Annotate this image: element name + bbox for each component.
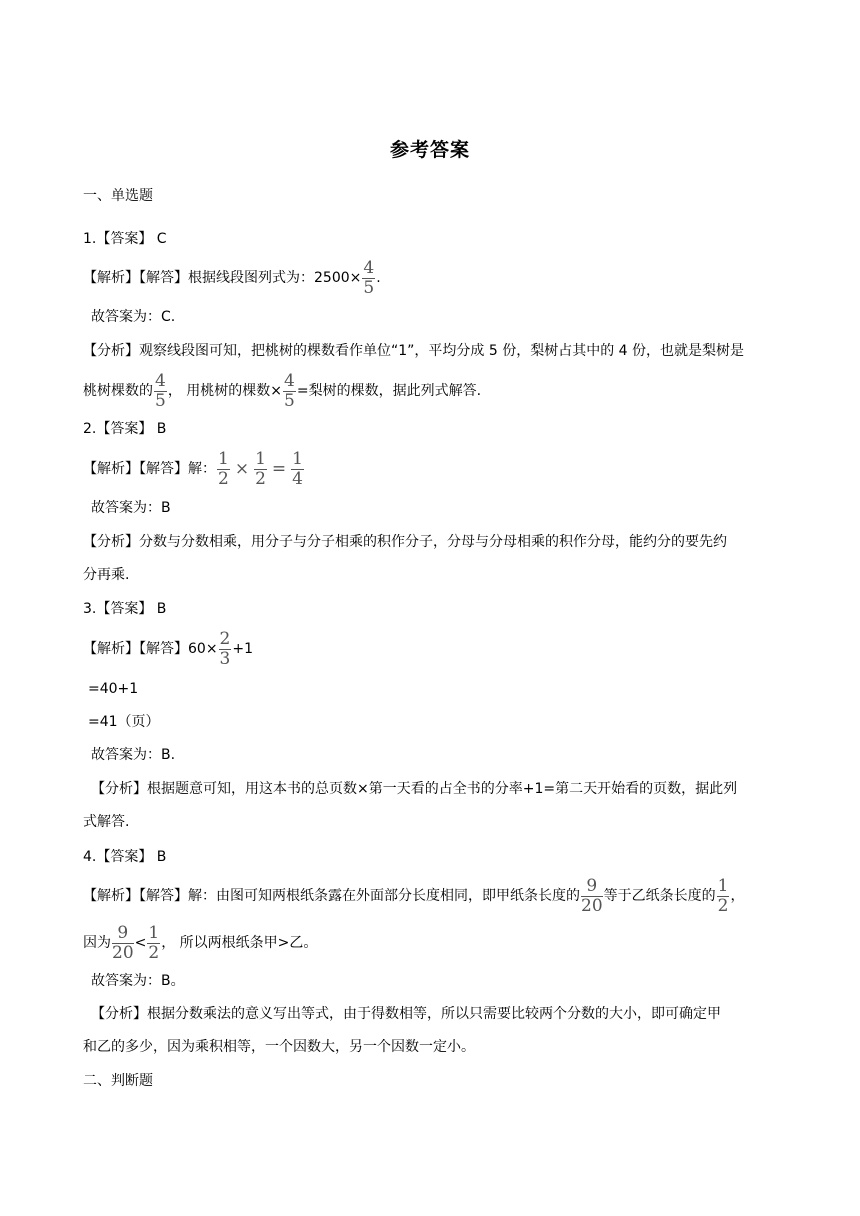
q3-step1: =40+1 — [88, 681, 139, 697]
page-title: 参考答案 — [389, 139, 470, 161]
q4-analysis-suffix: ， — [730, 888, 745, 904]
q4-analysis — [83, 877, 744, 915]
q3-fenxi-line2: 式解答. — [83, 814, 130, 830]
q2-fraction-c: $\frac{1}{4}$ — [292, 448, 303, 489]
section-heading-single-choice: 一、单选题 — [83, 188, 153, 204]
section-heading-true-false: 二、判断题 — [83, 1073, 153, 1089]
q4-fenxi-line2: 和乙的多少，因为乘积相等，一个因数大，另一个因数一定小。 — [83, 1039, 475, 1055]
q2-fenxi-line2: 分再乘. — [83, 567, 130, 583]
q4-analysis-line2 — [83, 924, 317, 962]
q1-answer: 1.【答案】 C — [83, 231, 167, 247]
q4-fraction-b: $\frac{1}{2}$ — [717, 875, 729, 916]
q4-answer: 4.【答案】 B — [83, 849, 167, 865]
q1-fenxi-line2-suffix: =梨树的棵数，据此列式解答. — [296, 383, 482, 399]
q4-fenxi-line1: 【分析】根据分数乘法的意义写出等式，由于得数相等，所以只需要比较两个分数的大小，即可确定甲 — [91, 1006, 721, 1022]
q3-conclusion: 故答案为：B. — [91, 747, 176, 763]
q3-analysis-suffix: +1 — [232, 641, 254, 657]
q4-analysis-mid: 等于乙纸条长度的 — [603, 888, 716, 904]
q3-step2: =41（页） — [88, 714, 160, 730]
q4-fraction-d: $\frac{1}{2}$ — [148, 922, 160, 963]
q1-analysis-suffix: . — [376, 270, 381, 286]
q2-fraction-a: $\frac{1}{2}$ — [218, 448, 229, 489]
q2-analysis — [83, 448, 305, 489]
q4-less-than-sign: < — [134, 935, 147, 951]
q3-fraction-a: $\frac{2}{3}$ — [219, 628, 231, 669]
q2-times-sign: × — [234, 459, 250, 479]
q3-answer: 3.【答案】 B — [83, 601, 167, 617]
q1-analysis-prefix: 【解析】【解答】根据线段图列式为：2500× — [83, 270, 362, 286]
q4-conclusion: 故答案为：B。 — [91, 973, 185, 989]
q2-conclusion: 故答案为：B — [91, 500, 171, 516]
q2-fraction-b: $\frac{1}{2}$ — [255, 448, 266, 489]
q4-analysis-prefix: 【解析】【解答】解：由图可知两根纸条露在外面部分长度相同，即甲纸条长度的 — [83, 888, 580, 904]
q2-answer: 2.【答案】 B — [83, 421, 167, 437]
q3-fenxi-line1: 【分析】根据题意可知，用这本书的总页数×第一天看的占全书的分率+1=第二天开始看的页数，据此列 — [91, 781, 738, 797]
q1-conclusion: 故答案为：C. — [91, 309, 176, 325]
q1-analysis — [83, 257, 381, 298]
q2-fenxi-line1: 【分析】分数与分数相乘，用分子与分子相乘的积作分子，分母与分母相乘的积作分母，能约分的要先约 — [83, 534, 727, 550]
q1-fenxi-line2-prefix: 桃树棵数的 — [83, 383, 153, 399]
q1-fenxi-line2 — [83, 370, 482, 411]
q1-fenxi-line1: 【分析】观察线段图可知，把桃树的棵数看作单位“1”，平均分成 5 份，梨树占其中的 4 份，也就是梨树是 — [83, 343, 745, 359]
q1-fraction-b: $\frac{4}{5}$ — [155, 370, 166, 411]
q4-line2-prefix: 因为 — [83, 935, 111, 951]
q4-fraction-a: $\frac{9}{20}$ — [581, 875, 603, 916]
q3-analysis-prefix: 【解析】【解答】60× — [83, 641, 218, 657]
q4-line2-suffix: ， 所以两根纸条甲>乙。 — [161, 935, 318, 951]
q2-equals-sign: = — [271, 459, 287, 479]
q1-fenxi-line2-mid: ， 用桃树的棵数× — [167, 383, 283, 399]
q1-fraction-c: $\frac{4}{5}$ — [284, 370, 295, 411]
q4-fraction-c: $\frac{9}{20}$ — [112, 922, 134, 963]
q1-fraction-a: $\frac{4}{5}$ — [363, 257, 375, 298]
q3-analysis — [83, 628, 254, 669]
q2-analysis-prefix: 【解析】【解答】解： — [83, 461, 216, 477]
